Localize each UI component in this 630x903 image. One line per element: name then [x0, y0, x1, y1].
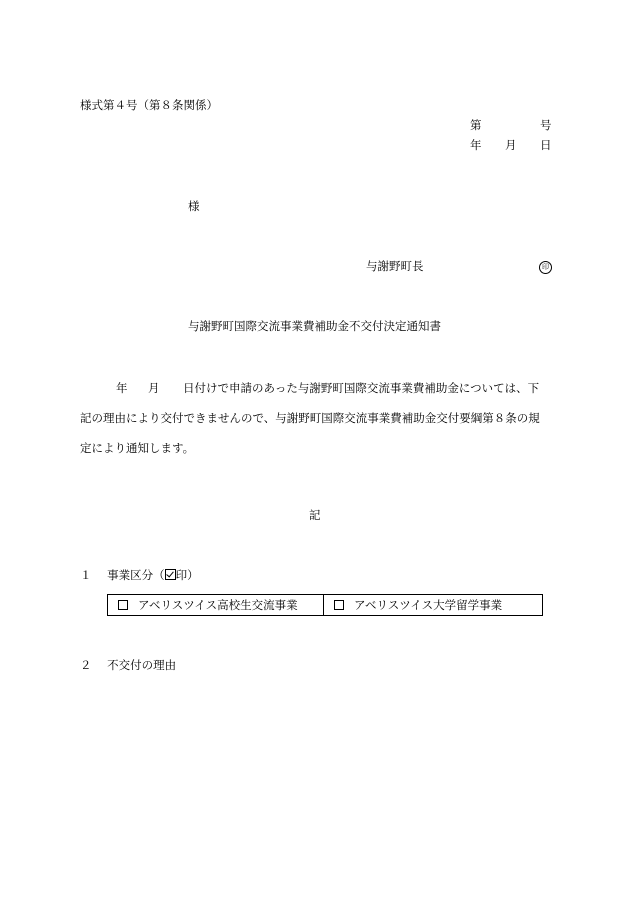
- checkbox-checked-icon: [165, 569, 176, 580]
- section-1-number: １: [80, 568, 92, 582]
- date-day: 日: [540, 138, 552, 152]
- ki-heading: 記: [309, 508, 321, 522]
- body-line-3: 定により通知します。: [80, 441, 195, 455]
- date-year: 年: [470, 138, 482, 152]
- section-1-label: 事業区分（: [107, 568, 165, 582]
- option-university-study[interactable]: [324, 595, 543, 616]
- document-title: 与謝野町国際交流事業費補助金不交付決定通知書: [188, 319, 441, 333]
- section-2-heading: [80, 657, 176, 673]
- option-label: アベリスツイス大学留学事業: [354, 598, 503, 612]
- body-line-2: 記の理由により交付できませんので、与謝野町国際交流事業費補助金交付要綱第８条の規: [80, 411, 540, 425]
- form-style-number: 様式第４号（第８条関係）: [80, 98, 218, 112]
- body-line-1: 日付けで申請のあった与謝野町国際交流事業費補助金については、下: [183, 381, 540, 395]
- seal-icon: 印: [539, 261, 552, 274]
- seal-mark: [539, 257, 552, 274]
- option-high-school-exchange[interactable]: [108, 595, 324, 616]
- number-suffix: 号: [540, 118, 552, 132]
- addressee-suffix: 様: [188, 199, 200, 213]
- date-month: 月: [505, 138, 517, 152]
- option-label: アベリスツイス高校生交流事業: [138, 598, 298, 612]
- body-year: 年: [116, 381, 128, 395]
- checkbox-icon[interactable]: [334, 600, 344, 610]
- section-2-number: ２: [80, 658, 92, 672]
- section-2-label: 不交付の理由: [107, 658, 177, 672]
- section-1-label-end: 印）: [175, 568, 199, 582]
- business-category-table: [107, 594, 543, 616]
- section-1-heading: [80, 567, 199, 583]
- number-prefix: 第: [470, 118, 482, 132]
- checkbox-icon[interactable]: [118, 600, 128, 610]
- issuer-name: 与謝野町長: [366, 259, 424, 273]
- body-month: 月: [148, 381, 160, 395]
